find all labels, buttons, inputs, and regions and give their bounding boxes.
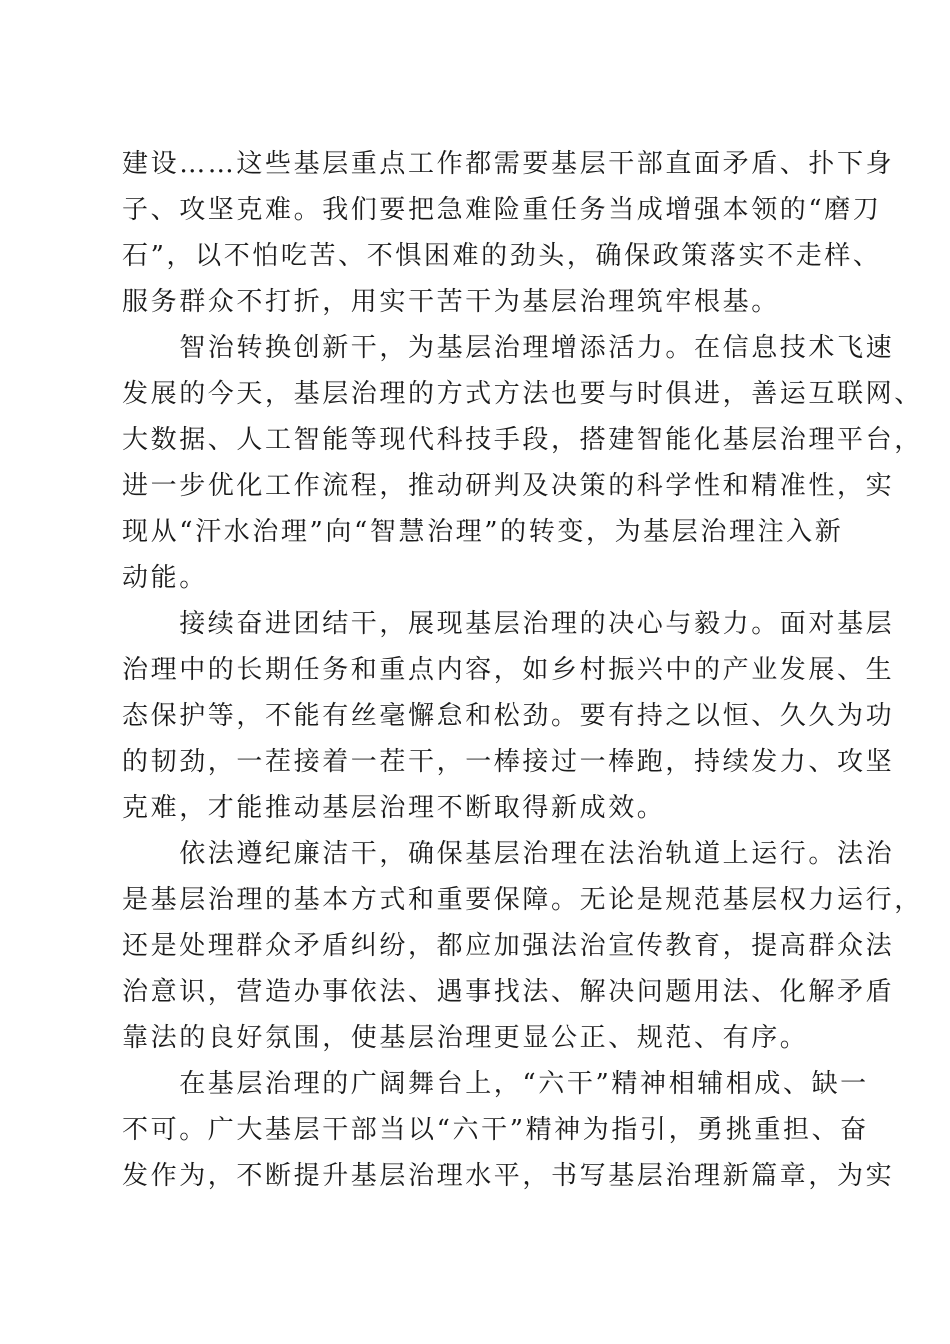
text-line: 接续奋进团结干，展现基层治理的决心与毅力。面对基层	[122, 609, 895, 639]
paragraph-3	[122, 601, 895, 831]
paragraph-4	[122, 831, 923, 1061]
text-line: 大数据、人工智能等现代科技手段，搭建智能化基层治理平台，	[122, 425, 923, 455]
text-line: 智治转换创新干，为基层治理增添活力。在信息技术飞速	[122, 333, 895, 363]
text-line: 子、攻坚克难。我们要把急难险重任务当成增强本领的“磨刀	[122, 195, 882, 225]
paragraph-1	[122, 141, 895, 325]
text-line: 依法遵纪廉洁干，确保基层治理在法治轨道上运行。法治	[122, 839, 895, 869]
text-line: 不可。广大基层干部当以“六干”精神为指引，勇挑重担、奋	[122, 1115, 869, 1145]
text-line: 治意识，营造办事依法、遇事找法、解决问题用法、化解矛盾	[122, 977, 895, 1007]
text-line: 克难，才能推动基层治理不断取得新成效。	[122, 793, 666, 823]
text-line: 还是处理群众矛盾纠纷，都应加强法治宣传教育，提高群众法	[122, 931, 895, 961]
text-line: 在基层治理的广阔舞台上，“六干”精神相辅相成、缺一	[122, 1069, 869, 1099]
text-line: 建设……这些基层重点工作都需要基层干部直面矛盾、扑下身	[122, 149, 895, 179]
text-line: 石”，以不怕吃苦、不惧困难的劲头，确保政策落实不走样、	[122, 241, 882, 271]
text-line: 现从“汗水治理”向“智慧治理”的转变，为基层治理注入新	[122, 517, 844, 547]
text-line: 动能。	[122, 563, 208, 593]
text-line: 是基层治理的基本方式和重要保障。无论是规范基层权力运行，	[122, 885, 923, 915]
text-line: 服务群众不打折，用实干苦干为基层治理筑牢根基。	[122, 287, 780, 317]
text-line: 态保护等，不能有丝毫懈怠和松劲。要有持之以恒、久久为功	[122, 701, 895, 731]
text-line: 治理中的长期任务和重点内容，如乡村振兴中的产业发展、生	[122, 655, 895, 685]
paragraph-5	[122, 1061, 895, 1199]
text-line: 的韧劲，一茬接着一茬干，一棒接过一棒跑，持续发力、攻坚	[122, 747, 895, 777]
paragraph-2	[122, 325, 923, 601]
text-line: 进一步优化工作流程，推动研判及决策的科学性和精准性，实	[122, 471, 895, 501]
document-body	[122, 141, 923, 1199]
text-line: 靠法的良好氛围，使基层治理更显公正、规范、有序。	[122, 1023, 809, 1053]
text-line: 发作为，不断提升基层治理水平，书写基层治理新篇章，为实	[122, 1161, 895, 1191]
text-line: 发展的今天，基层治理的方式方法也要与时俱进，善运互联网、	[122, 379, 923, 409]
